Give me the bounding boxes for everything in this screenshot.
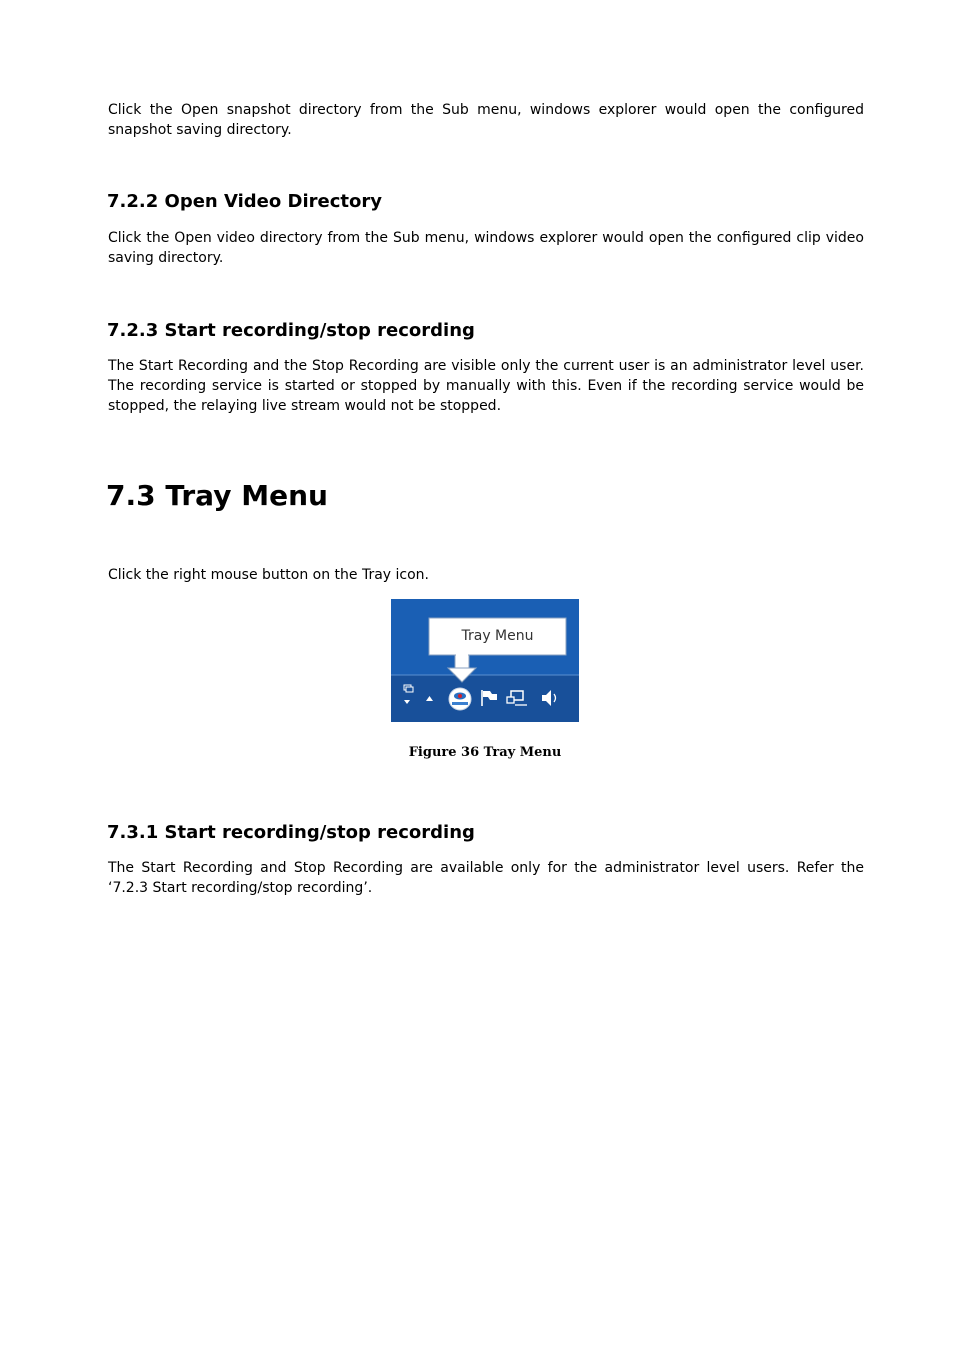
heading-7-3: 7.3 Tray Menu <box>106 479 328 512</box>
figure-caption: Figure 36 Tray Menu <box>408 745 562 760</box>
tray-menu-figure <box>391 599 579 722</box>
paragraph-7-2-2: Click the Open video directory from the Sub menu, windows explorer would open the configured clip video saving directory. <box>108 230 864 266</box>
nvr-tray-app-icon[interactable] <box>449 688 471 710</box>
paragraph-7-3: Click the right mouse button on the Tray icon. <box>108 567 429 583</box>
paragraph-7-2-3: The Start Recording and the Stop Recording are visible only the current user is an administrator level user. The recording service is started or stopped by manually with this. Even if the recording service would be stopped, the relaying live stream would not be stopped. <box>108 358 864 414</box>
heading-7-3-1: 7.3.1 Start recording/stop recording <box>107 822 475 843</box>
heading-7-2-2: 7.2.2 Open Video Directory <box>107 191 382 212</box>
intro-paragraph: Click the Open snapshot directory from the Sub menu, windows explorer would open the configured snapshot saving directory. <box>108 102 864 138</box>
paragraph-7-3-1: The Start Recording and Stop Recording are available only for the administrator level users. Refer the ‘7.2.3 Start recording/stop recording’. <box>108 860 864 896</box>
callout-label: Tray Menu <box>461 628 534 644</box>
heading-7-2-3: 7.2.3 Start recording/stop recording <box>107 320 475 341</box>
